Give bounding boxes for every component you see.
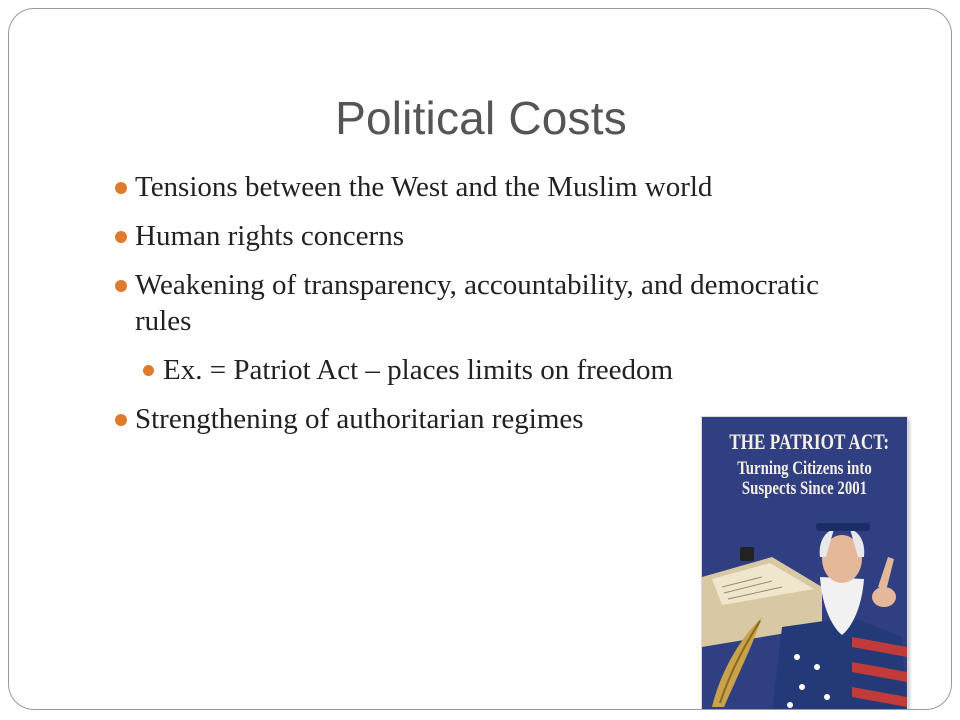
slide-frame [8,8,952,710]
list-item-text: Tensions between the West and the Muslim world [135,171,713,203]
bullet-icon [115,182,127,194]
list-item [107,218,847,254]
list-item [107,267,847,339]
patriot-act-poster-image [702,417,907,710]
bullet-list [107,169,847,453]
list-item-sub [107,352,847,388]
uncle-sam-illustration [702,517,907,710]
list-item-text: Ex. = Patriot Act – places limits on freedom [163,354,674,386]
list-item-text: Human rights concerns [135,220,404,252]
poster-subtitle: Turning Citizens into Suspects Since 2001 [737,458,872,499]
bullet-icon [115,414,127,426]
slide-title: Political Costs [335,92,627,144]
bullet-icon [143,365,154,376]
bullet-icon [115,231,127,243]
list-item-text: Strengthening of authoritarian regimes [135,403,584,435]
list-item-text: Weakening of transparency, accountability, and democratic rules [135,269,819,337]
list-item [107,169,847,205]
poster-title: THE PATRIOT ACT: [729,429,890,454]
bullet-icon [115,280,127,292]
